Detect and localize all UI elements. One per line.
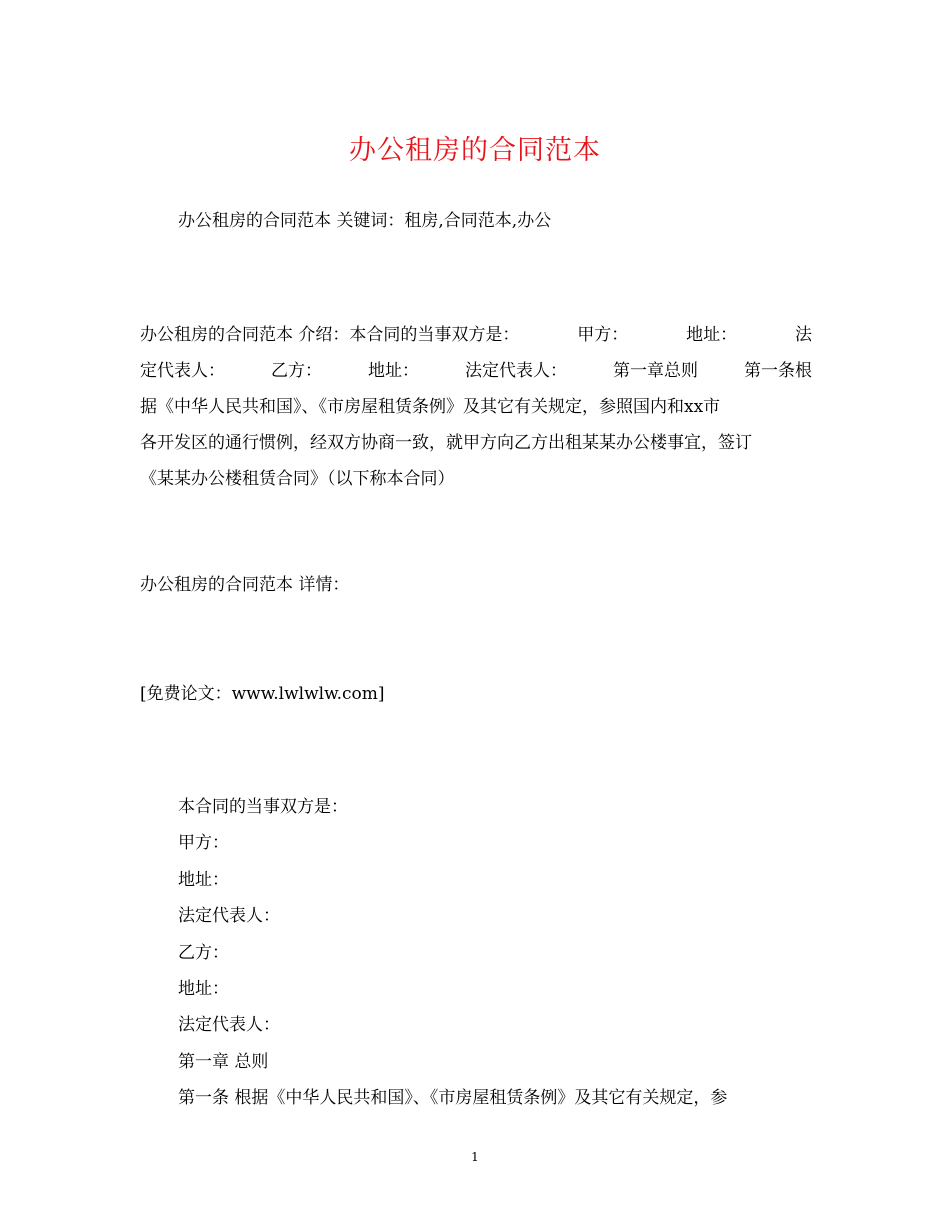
intro-text: 地址： bbox=[686, 325, 738, 345]
intro-line bbox=[140, 317, 812, 353]
intro-text: 乙方： bbox=[271, 361, 322, 381]
intro-text: 办公租房的合同范本 介绍：本合同的当事双方是： bbox=[140, 325, 520, 345]
document-title: 办公租房的合同范本 bbox=[349, 135, 601, 166]
contract-body bbox=[178, 789, 727, 1117]
body-line: 法定代表人： bbox=[178, 1015, 280, 1036]
body-line: 法定代表人： bbox=[178, 906, 280, 927]
intro-text: 法定代表人： bbox=[465, 361, 567, 381]
intro-text: 法 bbox=[794, 325, 812, 345]
intro-text: 第一章总则 bbox=[613, 361, 698, 381]
page-number: 1 bbox=[471, 1150, 479, 1164]
body-line: 第一章 总则 bbox=[178, 1051, 269, 1072]
keywords-line: 办公租房的合同范本 关键词：租房,合同范本,办公 bbox=[178, 211, 552, 231]
intro-text: 定代表人： bbox=[140, 361, 225, 381]
intro-text: 各开发区的通行惯例，经双方协商一致，就甲方向乙方出租某某办公楼事宜，签订 bbox=[140, 433, 752, 453]
intro-text: 地址： bbox=[368, 361, 419, 381]
intro-paragraph bbox=[140, 317, 812, 497]
intro-text: 《某某办公楼租赁合同》（以下称本合同） bbox=[140, 469, 455, 489]
body-line: 本合同的当事双方是： bbox=[178, 797, 348, 817]
intro-text: 第一条根 bbox=[744, 361, 812, 381]
intro-text: 甲方： bbox=[577, 325, 629, 345]
body-line: 地址： bbox=[178, 869, 229, 890]
body-line: 第一条 根据《中华人民共和国》、《市房屋租赁条例》及其它有关规定，参 bbox=[178, 1088, 728, 1109]
body-line: 甲方： bbox=[178, 833, 229, 854]
intro-line bbox=[140, 389, 812, 425]
free-paper-note: [免费论文：www.lwlwlw.com] bbox=[140, 684, 385, 704]
intro-text: 据《中华人民共和国》、《市房屋租赁条例》及其它有关规定，参照国内和xx市 bbox=[140, 397, 721, 417]
details-heading: 办公租房的合同范本 详情： bbox=[140, 575, 350, 595]
intro-line bbox=[140, 353, 812, 389]
intro-line bbox=[140, 461, 812, 497]
body-line: 乙方： bbox=[178, 942, 229, 963]
intro-line bbox=[140, 425, 812, 461]
body-line: 地址： bbox=[178, 978, 229, 999]
